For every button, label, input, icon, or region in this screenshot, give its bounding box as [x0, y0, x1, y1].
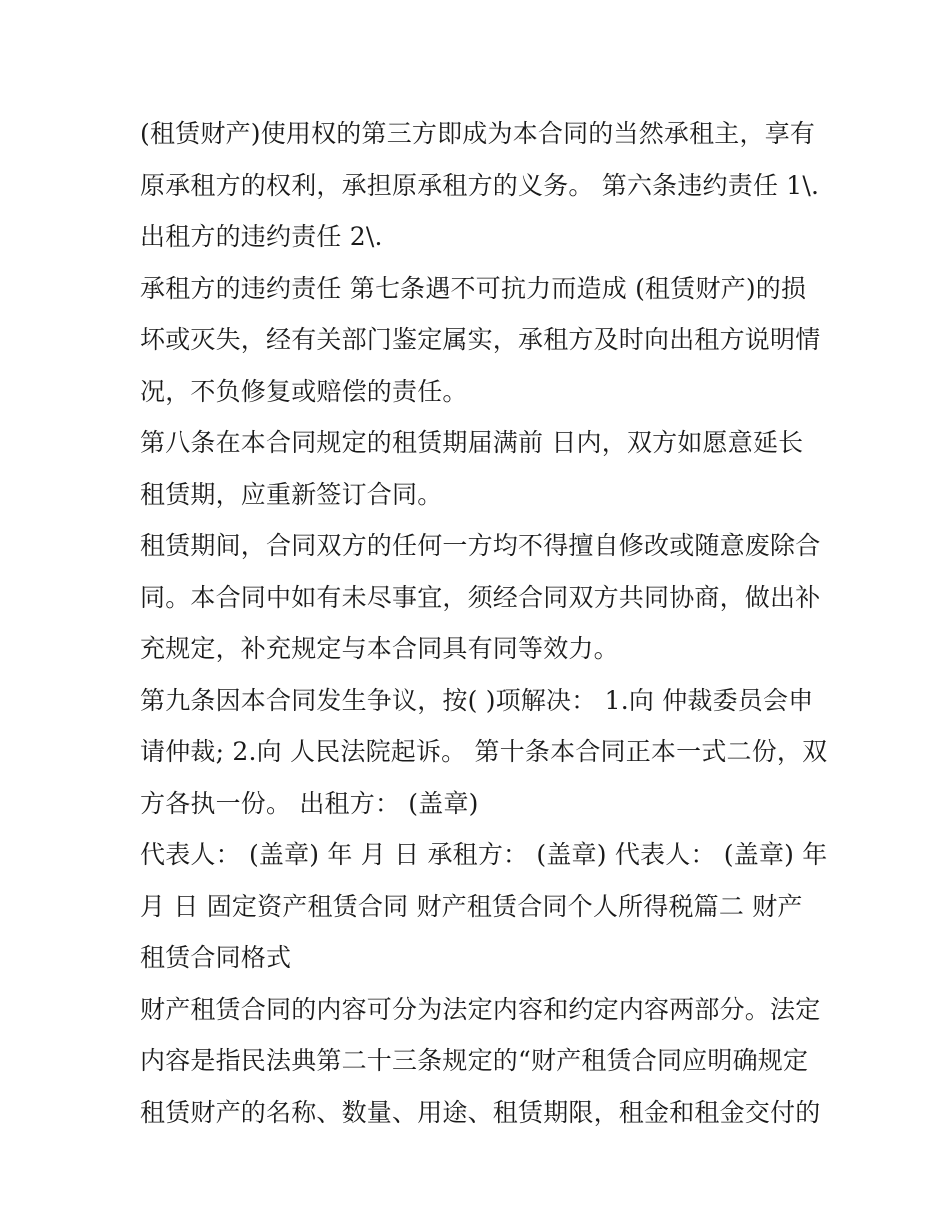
document-body — [140, 108, 828, 1138]
text-line: 坏或灭失，经有关部门鉴定属实，承租方及时向出租方说明情 — [140, 325, 821, 354]
text-line: 况，不负修复或赔偿的责任。 — [140, 376, 468, 406]
text-line: 第九条因本合同发生争议，按( )项解决： 1.向 仲裁委员会申 — [140, 685, 814, 715]
text-line: (租赁财产)使用权的第三方即成为本合同的当然承租主，享有 — [140, 119, 816, 148]
text-line: 代表人： (盖章) 年 月 日 承租方： (盖章) 代表人： (盖章) 年 — [140, 840, 828, 869]
text-line: 财产租赁合同的内容可分为法定内容和约定内容两部分。法定 — [140, 994, 821, 1024]
text-line: 月 日 固定资产租赁合同 财产租赁合同个人所得税篇二 财产 — [140, 891, 803, 921]
text-line: 租赁合同格式 — [140, 943, 292, 972]
text-line: 租赁期间，合同双方的任何一方均不得擅自修改或随意废除合 — [140, 531, 821, 560]
text-line: 请仲裁; 2.向 人民法院起诉。 第十条本合同正本一式二份，双 — [140, 737, 828, 766]
text-line: 充规定，补充规定与本合同具有同等效力。 — [140, 634, 619, 663]
text-line: 同。本合同中如有未尽事宜，须经合同双方共同协商，做出补 — [140, 582, 821, 612]
text-line: 承租方的违约责任 第七条遇不可抗力而造成 (租赁财产)的损 — [140, 273, 807, 303]
text-line: 第八条在本合同规定的租赁期届满前 日内，双方如愿意延长 — [140, 428, 804, 457]
text-line: 方各执一份。 出租方： (盖章) — [140, 788, 479, 818]
text-line: 原承租方的权利，承担原承租方的义务。 第六条违约责任 1\. — [140, 170, 820, 200]
text-line: 租赁财产的名称、数量、用途、租赁期限，租金和租金交付的 — [140, 1097, 821, 1127]
text-line: 出租方的违约责任 2\. — [140, 222, 383, 251]
text-line: 租赁期，应重新签订合同。 — [140, 479, 443, 509]
text-line: 内容是指民法典第二十三条规定的“财产租赁合同应明确规定 — [140, 1046, 809, 1075]
